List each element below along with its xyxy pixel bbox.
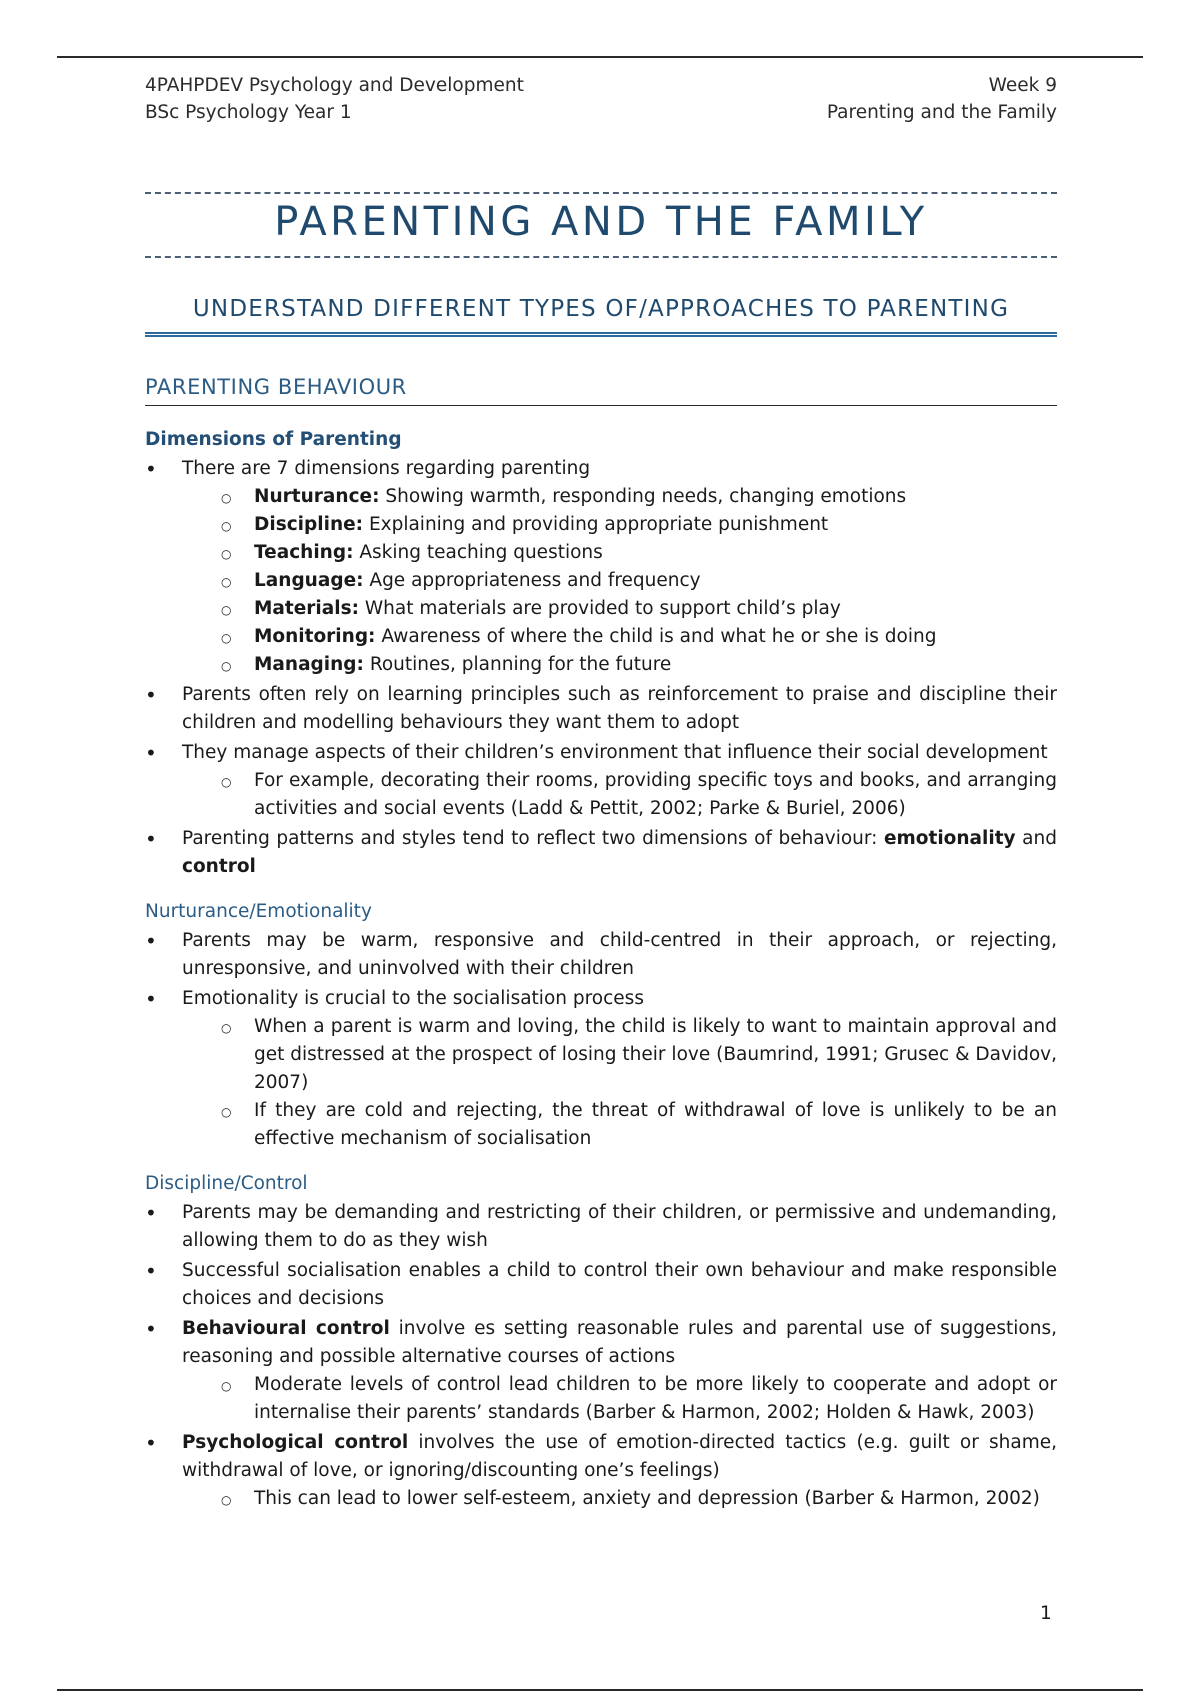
list-item [145,1199,1057,1255]
dimension-term: Teaching: [254,542,354,563]
dimensions-heading: Dimensions of Parenting [145,429,402,450]
bullet-text: If they are cold and rejecting, the threat of withdrawal of love is unlikely to be an effective mechanism of socialisation [254,1100,1057,1149]
bullet-text: and [1015,828,1057,849]
dimension-term: Managing: [254,654,364,675]
title-block [145,192,1057,258]
bullet-text: When a parent is warm and loving, the child is likely to want to maintain approval and get distressed at the prospect of losing their love (Baumrind, 1991; Grusec & Davidov, 2007) [254,1016,1057,1093]
page-top-rule [57,56,1143,58]
list-item [145,1371,1057,1427]
dimension-text: Age appropriateness and frequency [363,570,701,591]
list-item [145,927,1057,983]
list-item [145,825,1057,881]
list-item [145,739,1057,823]
list-item [145,511,1057,539]
bullet-text: This can lead to lower self-esteem, anxiety and depression (Barber & Harmon, 2002) [254,1488,1040,1509]
nurturance-list [145,927,1057,1153]
list-item [145,567,1057,595]
document-body [145,72,1057,1515]
sublist [182,767,1057,823]
dimension-term: Discipline: [254,514,364,535]
page-number: 1 [1040,1603,1052,1624]
list-item [145,623,1057,651]
emphasis-text: emotionality [883,828,1016,849]
page-bottom-rule [57,1689,1143,1691]
dimension-text: Showing warmth, responding needs, changing emotions [379,486,907,507]
bullet-text: involves the use of emotion-directed tactics (e.g. guilt or shame, withdrawal of love, or ignoring/discounting one’s feelings) [182,1432,1057,1481]
list-item [145,455,1057,679]
subsection-heading: PARENTING BEHAVIOUR [145,375,1057,406]
bullet-text: Successful socialisation enables a child to control their own behaviour and make responsible choices and decisions [182,1260,1057,1309]
list-item [145,651,1057,679]
bullet-text: Emotionality is crucial to the socialisation process [182,988,644,1009]
page-title: PARENTING AND THE FAMILY [274,199,928,245]
sublist [182,1013,1057,1153]
header-right [827,72,1057,126]
dimension-text: Explaining and providing appropriate punishment [363,514,829,535]
dimension-term: Materials: [254,598,359,619]
programme-name: BSc Psychology Year 1 [145,102,352,123]
dimension-text: What materials are provided to support child’s play [358,598,841,619]
course-name: 4PAHPDEV Psychology and Development [145,75,524,96]
list-item [145,1429,1057,1513]
list-item [145,1257,1057,1313]
emphasis-text: Psychological control [182,1432,409,1453]
topic-label: Parenting and the Family [826,102,1057,123]
page-header [145,72,1057,126]
sublist [182,1485,1057,1513]
discipline-list [145,1199,1057,1513]
bullet-text: They manage aspects of their children’s environment that influence their social development [182,742,1048,763]
list-item [145,539,1057,567]
list-item [145,681,1057,737]
list-item [145,985,1057,1153]
bullet-text: Parenting patterns and styles tend to reflect two dimensions of behaviour: [182,828,884,849]
section-heading: UNDERSTAND DIFFERENT TYPES OF/APPROACHES TO PARENTING [145,296,1057,337]
dimension-term: Monitoring: [254,626,376,647]
discipline-heading: Discipline/Control [145,1173,308,1194]
week-label: Week 9 [988,75,1057,96]
list-item [145,767,1057,823]
bullet-text: Moderate levels of control lead children to be more likely to cooperate and adopt or internalise their parents’ standards (Barber & Harmon, 2002; Holden & Hawk, 2003) [254,1374,1057,1423]
dimension-text: Awareness of where the child is and what he or she is doing [375,626,937,647]
dimension-text: Routines, planning for the future [363,654,672,675]
header-left [145,72,524,126]
list-item [145,483,1057,511]
dimension-text: Asking teaching questions [353,542,603,563]
bullet-text: involve es setting reasonable rules and parental use of suggestions, reasoning and possible alternative courses of actions [182,1318,1057,1367]
dimension-term: Nurturance: [254,486,380,507]
emphasis-text: control [182,856,256,877]
bullet-text: Parents may be warm, responsive and child-centred in their approach, or rejecting, unresponsive, and uninvolved with their children [182,930,1057,979]
list-item [145,1485,1057,1513]
nurturance-heading: Nurturance/Emotionality [145,901,372,922]
emphasis-text: Behavioural control [182,1318,390,1339]
bullet-text: For example, decorating their rooms, providing specific toys and books, and arranging activities and social events (Ladd & Pettit, 2002; Parke & Buriel, 2006) [254,770,1057,819]
list-item [145,1013,1057,1097]
sublist [182,1371,1057,1427]
dimension-term: Language: [254,570,364,591]
bullet-text: Parents often rely on learning principles such as reinforcement to praise and discipline their children and modelling behaviours they want them to adopt [182,684,1057,733]
list-item [145,595,1057,623]
dimensions-list [145,455,1057,881]
list-item [145,1097,1057,1153]
list-item [145,1315,1057,1427]
bullet-text: Parents may be demanding and restricting of their children, or permissive and undemanding, allowing them to do as they wish [182,1202,1057,1251]
dimensions-intro: There are 7 dimensions regarding parenting [182,458,591,479]
dimensions-sublist [182,483,1057,679]
